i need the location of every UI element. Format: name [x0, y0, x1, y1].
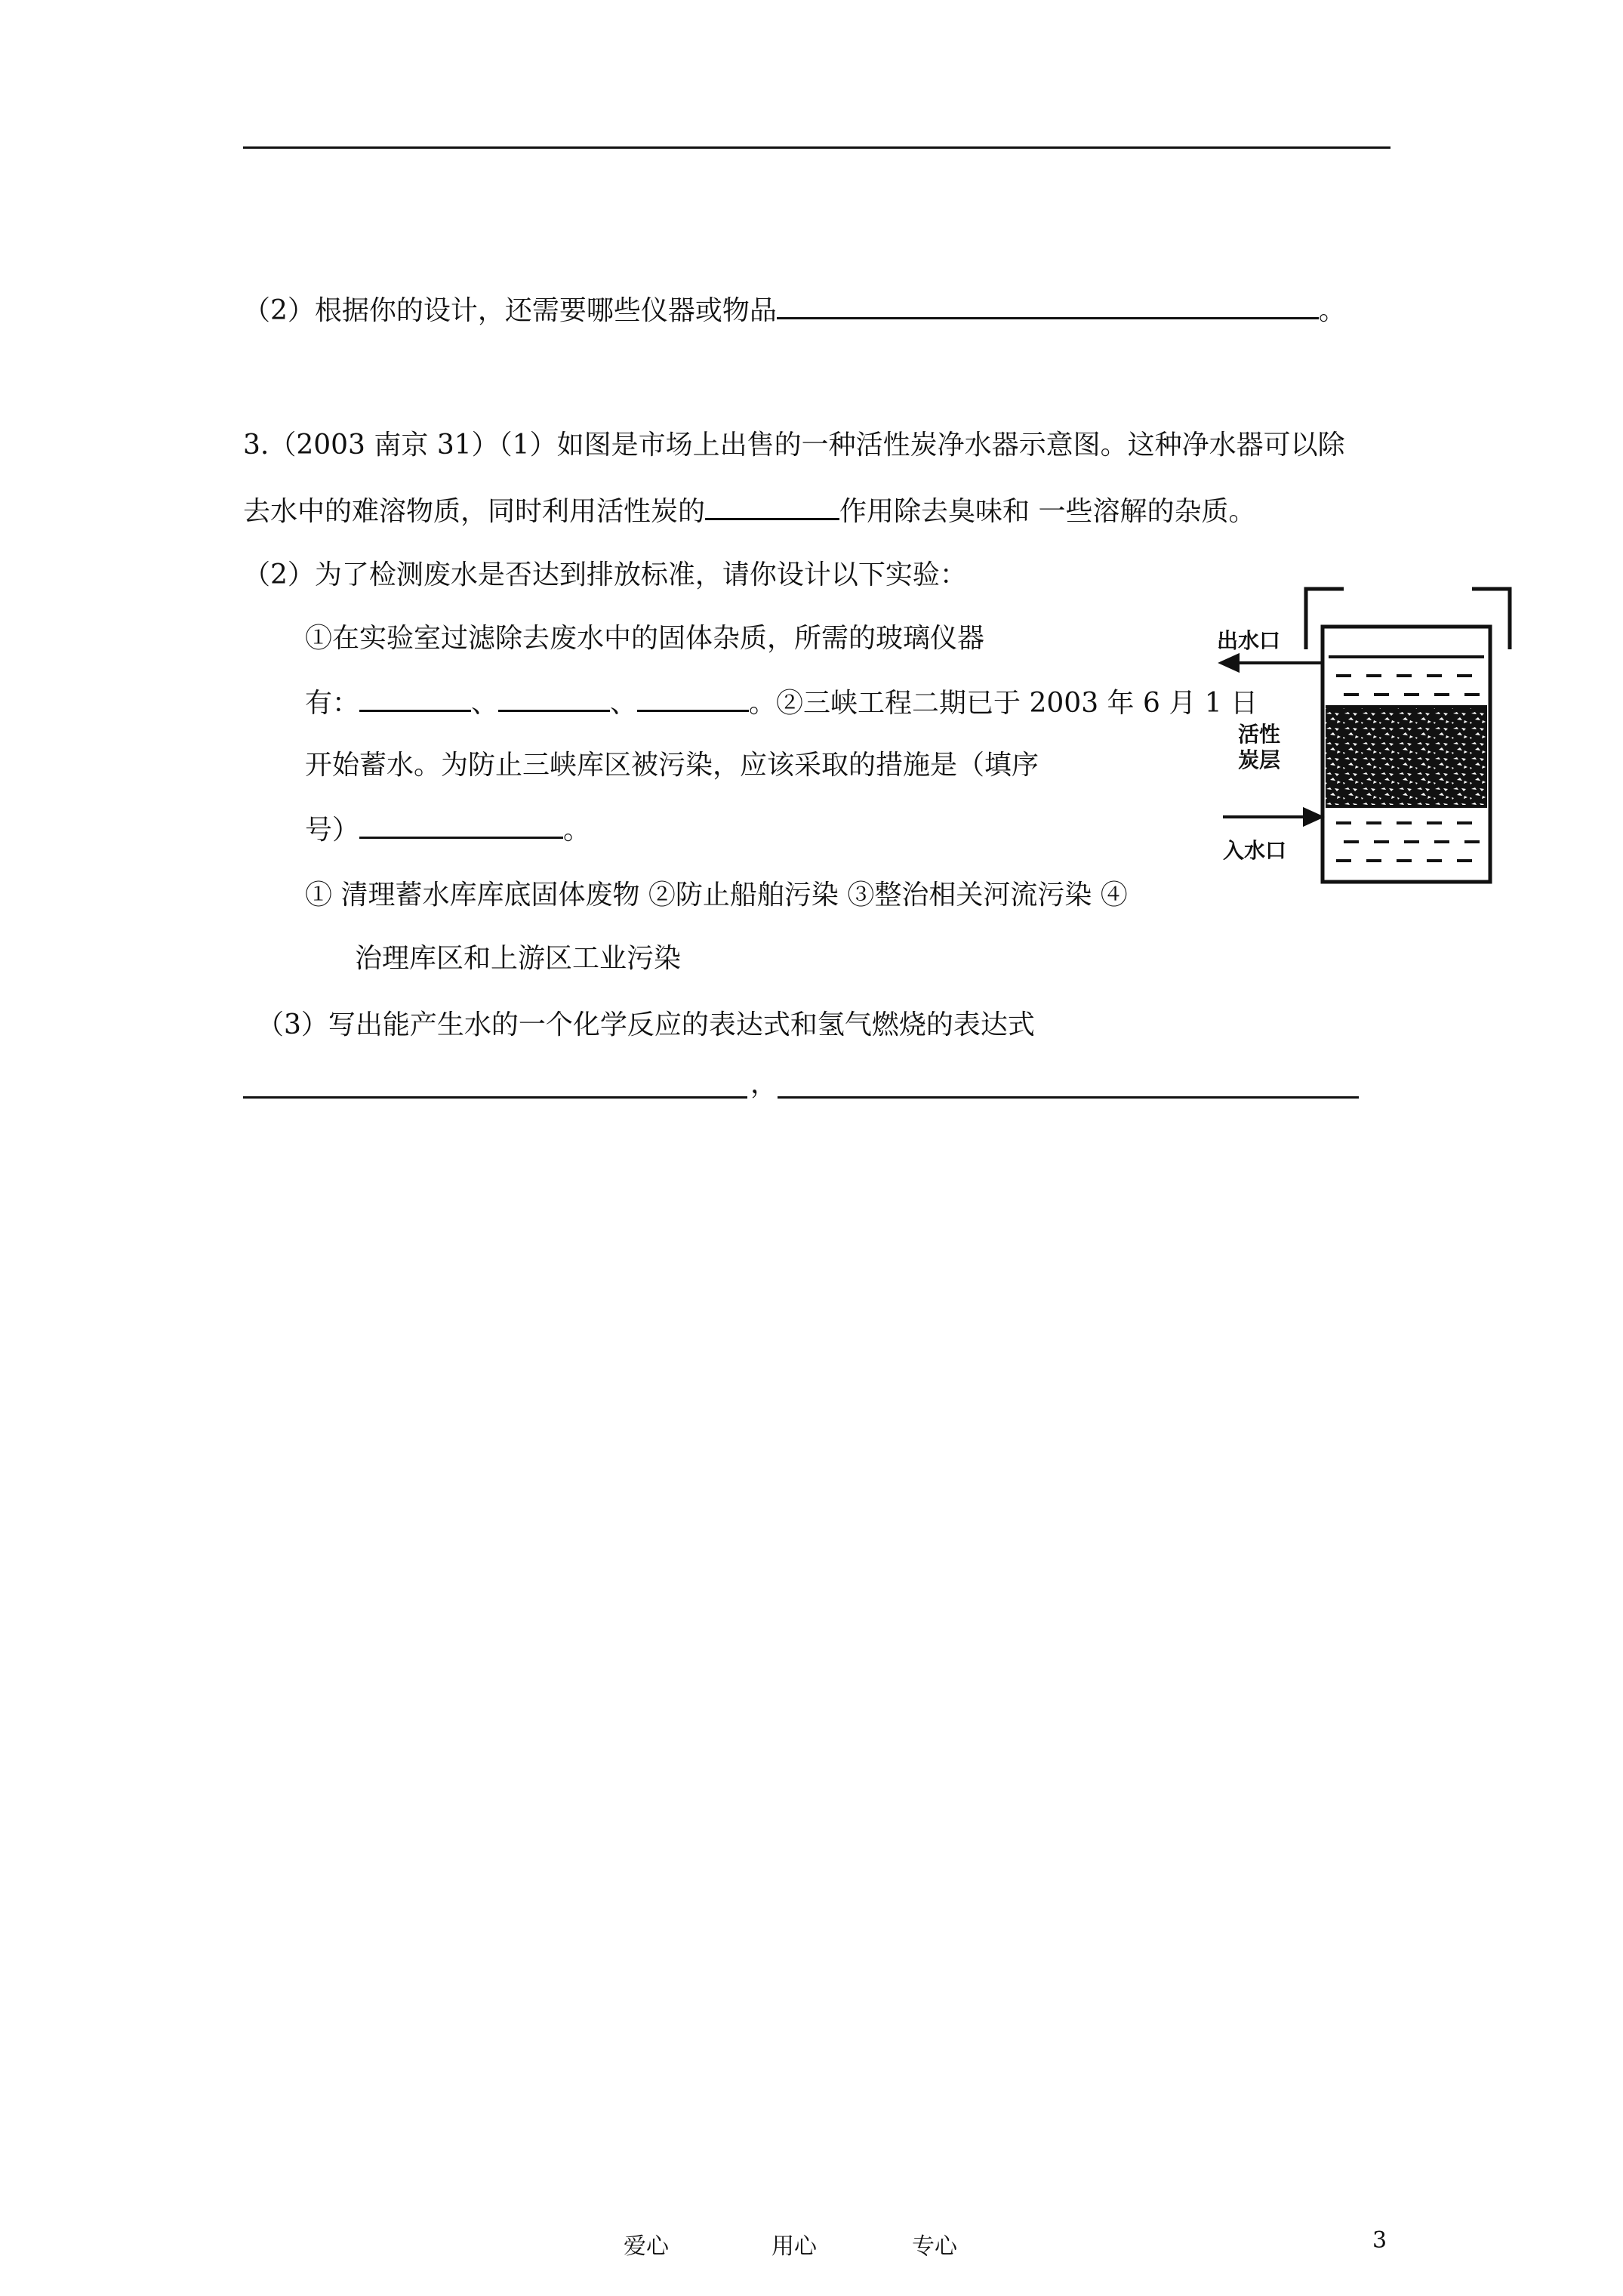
q3-line10: （3）写出能产生水的一个化学反应的表达式和氢气燃烧的表达式	[257, 1009, 1035, 1040]
instrument-blank-2[interactable]	[498, 684, 610, 712]
q3-line1: 3.（2003 南京 31）（1）如图是市场上出售的一种活性炭净水器示意图。这种净水器可以除	[243, 430, 1345, 461]
comma: ，	[750, 1068, 778, 1099]
measures-blank[interactable]	[359, 811, 563, 839]
q3-line3: （2）为了检测废水是否达到排放标准，请你设计以下实验：	[243, 559, 967, 590]
carbon-layer	[1326, 707, 1487, 806]
q3-line4: ①在实验室过滤除去废水中的固体杂质，所需的玻璃仪器	[305, 623, 985, 654]
water-purifier-figure	[1215, 574, 1563, 898]
page-number: 3	[1372, 2227, 1387, 2254]
q3-line9: 治理库区和上游区工业污染	[355, 943, 682, 974]
footer-word-2: 用心	[771, 2233, 817, 2260]
outlet-arrow	[1221, 655, 1321, 670]
q3-line6: 开始蓄水。为防止三峡库区被污染，应该采取的措施是（填序	[305, 750, 1039, 781]
header-rule	[243, 146, 1390, 149]
instrument-blank-3[interactable]	[637, 684, 749, 712]
carbon-label-2: 炭层	[1238, 747, 1281, 772]
q3-adsorption-blank[interactable]	[705, 492, 839, 520]
q2-line: （2）根据你的设计，还需要哪些仪器或物品 。	[243, 291, 1346, 329]
q3-line5: 有： 、 、 。②三峡工程二期已于 2003 年 6 月 1 日	[305, 684, 1258, 722]
q2-text: （2）根据你的设计，还需要哪些仪器或物品	[243, 295, 777, 326]
footer-word-3: 专心	[912, 2233, 957, 2260]
outlet-label: 出水口	[1217, 628, 1281, 653]
q3-line2: 去水中的难溶物质，同时利用活性炭的 作用除去臭味和 一些溶解的杂质。	[243, 492, 1255, 530]
q3-line7: 号） 。	[305, 811, 590, 849]
inlet-arrow	[1223, 809, 1321, 824]
instrument-blank-1[interactable]	[359, 684, 471, 712]
q2-answer-blank[interactable]	[777, 291, 1319, 319]
reaction-blank[interactable]	[243, 1096, 747, 1099]
q3-line8: ① 清理蓄水库库底固体废物 ②防止船舶污染 ③整治相关河流污染 ④	[305, 880, 1128, 911]
footer-word-1: 爱心	[624, 2233, 669, 2260]
carbon-label-1: 活性	[1238, 722, 1281, 747]
hydrogen-combustion-blank[interactable]	[778, 1096, 1359, 1099]
inlet-label: 入水口	[1223, 838, 1287, 863]
